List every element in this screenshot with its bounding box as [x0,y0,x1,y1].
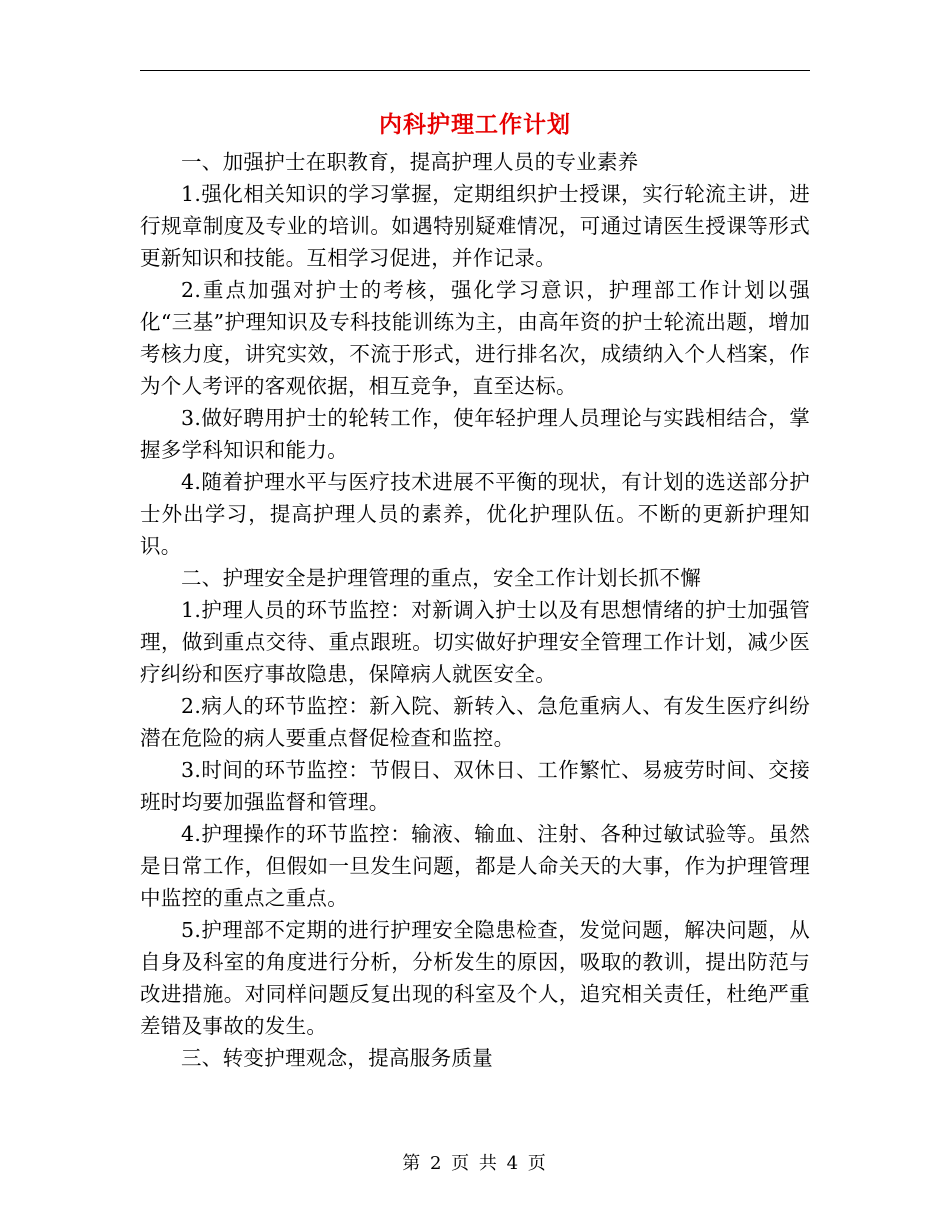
section-heading-1: 一、加强护士在职教育，提高护理人员的专业素养 [181,150,639,174]
page-footer: 第 2 页 共 4 页 [402,1153,548,1174]
paragraph: 5.护理部不定期的进行护理安全隐患检查，发觉问题，解决问题，从自身及科室的角度进行分析，分析发生的原因，吸取的教训，提出防范与改进措施。对同样问题反复出现的科室及个人，追究相关责任，杜绝严重差错及事故的发生。 [140,918,810,1038]
paragraph: 2.病人的环节监控：新入院、新转入、急危重病人、有发生医疗纠纷潜在危险的病人要重点督促检查和监控。 [140,694,810,750]
header-rule [140,70,810,71]
paragraph: 2.重点加强对护士的考核，强化学习意识，护理部工作计划以强化“三基”护理知识及专科技能训练为主，由高年资的护士轮流出题，增加考核力度，讲究实效，不流于形式，进行排名次，成绩纳入个人档案，作为个人考评的客观依据，相互竞争，直至达标。 [140,278,810,398]
paragraph: 1.强化相关知识的学习掌握，定期组织护士授课，实行轮流主讲，进行规章制度及专业的培训。如遇特别疑难情况，可通过请医生授课等形式更新知识和技能。互相学习促进，并作记录。 [140,182,810,270]
paragraph: 3.时间的环节监控：节假日、双休日、工作繁忙、易疲劳时间、交接班时均要加强监督和管理。 [140,758,810,814]
paragraph: 1.护理人员的环节监控：对新调入护士以及有思想情绪的护士加强管理，做到重点交待、重点跟班。切实做好护理安全管理工作计划，减少医疗纠纷和医疗事故隐患，保障病人就医安全。 [140,598,810,686]
section-heading-3: 三、转变护理观念，提高服务质量 [181,1046,493,1070]
document-title: 内科护理工作计划 [379,112,571,138]
paragraph: 4.随着护理水平与医疗技术进展不平衡的现状，有计划的选送部分护士外出学习，提高护理人员的素养，优化护理队伍。不断的更新护理知识。 [140,470,810,558]
document-body [140,146,810,1074]
paragraph: 3.做好聘用护士的轮转工作，使年轻护理人员理论与实践相结合，掌握多学科知识和能力。 [140,406,810,462]
section-heading-2: 二、护理安全是护理管理的重点，安全工作计划长抓不懈 [181,566,701,590]
paragraph: 4.护理操作的环节监控：输液、输血、注射、各种过敏试验等。虽然是日常工作，但假如一旦发生问题，都是人命关天的大事，作为护理管理中监控的重点之重点。 [140,822,810,910]
